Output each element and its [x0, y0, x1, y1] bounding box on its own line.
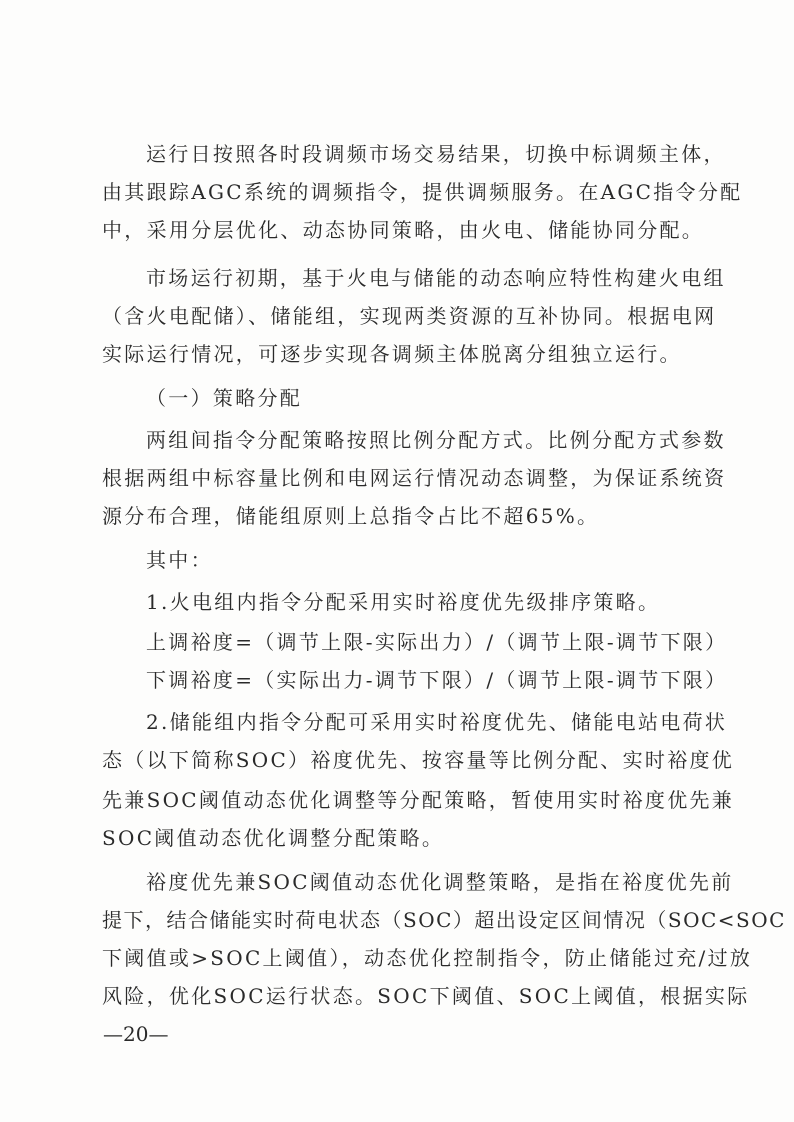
- paragraph-3-line-1: 两组间指令分配策略按照比例分配方式。比例分配方式参数: [146, 428, 726, 452]
- list-item-1: 1.火电组内指令分配采用实时裕度优先级排序策略。: [146, 590, 661, 614]
- paragraph-2-line-3: 实际运行情况，可逐步实现各调频主体脱离分组独立运行。: [102, 342, 682, 366]
- paragraph-2-line-1: 市场运行初期，基于火电与储能的动态响应特性构建火电组: [146, 266, 726, 290]
- paragraph-1-line-1: 运行日按照各时段调频市场交易结果，切换中标调频主体，: [146, 142, 726, 166]
- paragraph-1-line-3: 中，采用分层优化、动态协同策略，由火电、储能协同分配。: [102, 218, 705, 242]
- formula-upward-margin: 上调裕度=（调节上限-实际出力）/（调节上限-调节下限）: [146, 630, 728, 654]
- paragraph-6-line-1: 裕度优先兼SOC阈值动态优化调整策略，是指在裕度优先前: [146, 870, 734, 894]
- formula-downward-margin: 下调裕度=（实际出力-调节下限）/（调节上限-调节下限）: [146, 668, 728, 692]
- section-heading: （一）策略分配: [146, 386, 303, 410]
- list-item-2-line-1: 2.储能组内指令分配可采用实时裕度优先、储能电站电荷状: [146, 710, 728, 734]
- paragraph-3-line-2: 根据两组中标容量比例和电网运行情况动态调整，为保证系统资: [102, 466, 727, 490]
- paragraph-2-line-2: （含火电配储）、储能组，实现两类资源的互补协同。根据电网: [102, 304, 717, 328]
- list-item-2-line-4: SOC阈值动态优化调整分配策略。: [102, 826, 445, 850]
- page-number: —20—: [103, 1022, 169, 1046]
- list-item-2-line-2: 态（以下简称SOC）裕度优先、按容量等比例分配、实时裕度优: [102, 748, 735, 772]
- paragraph-6-line-3: 下阈值或>SOC上阈值），动态优化控制指令，防止储能过充/过放: [102, 946, 753, 970]
- paragraph-6-line-2: 提下，结合储能实时荷电状态（SOC）超出设定区间情况（SOC<SOC: [102, 908, 786, 932]
- paragraph-3-line-3: 源分布合理，储能组原则上总指令占比不超65%。: [102, 504, 600, 528]
- paragraph-1-line-2: 由其跟踪AGC系统的调频指令，提供调频服务。在AGC指令分配: [102, 180, 743, 204]
- paragraph-4-line-1: 其中：: [146, 548, 213, 572]
- list-item-2-line-3: 先兼SOC阈值动态优化调整等分配策略，暂使用实时裕度优先兼: [102, 788, 735, 812]
- paragraph-6-line-4: 风险，优化SOC运行状态。SOC下阈值、SOC上阈值，根据实际: [102, 984, 750, 1008]
